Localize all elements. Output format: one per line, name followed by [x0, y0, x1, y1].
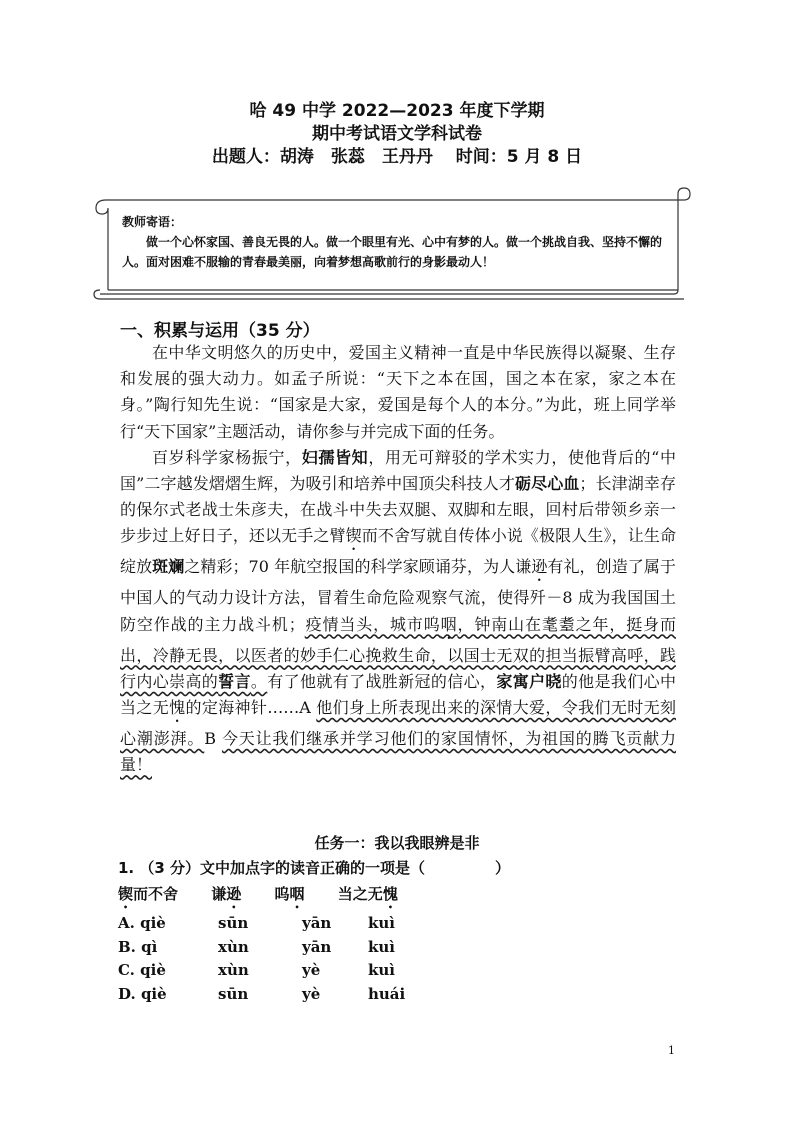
word-part: 而不舍 [133, 885, 179, 903]
dotted-char: 愧 [169, 698, 186, 718]
page-number: 1 [668, 1044, 675, 1057]
option-a[interactable] [118, 912, 428, 936]
passage-text: 有礼，创造了属于中国人的气动力设计方法，冒着生命危险观察气流，使得歼－8 成为我国国土防空作战的主力战斗机； [120, 557, 676, 634]
option-letter: D. [118, 984, 136, 1003]
option-b[interactable] [118, 936, 428, 960]
question-text: 1. （3 分）文中加点字的读音正确的一项是（ [118, 859, 426, 877]
option-letter: A. [118, 914, 135, 932]
teacher-note-text: 做一个心怀家国、善良无畏的人。做一个眼里有光、心中有梦的人。做一个挑战自我、坚持不懈的人。面对困难不服输的青春最美丽，向着梦想高歌前行的身影最动人！ [122, 235, 663, 269]
question-1-words [118, 883, 426, 912]
option-c[interactable] [118, 959, 428, 983]
answer-options [118, 912, 428, 1006]
pinyin: qì [141, 937, 158, 956]
pinyin: yān [302, 914, 332, 932]
dotted-char: 锲 [345, 526, 362, 546]
exam-school-title: 哈 49 中学 2022—2023 年度下学期 [249, 101, 545, 121]
option-letter: B. [118, 937, 136, 956]
pinyin: qiè [140, 914, 166, 932]
wavy-underlined-text: 。 [250, 671, 268, 691]
question-text: ） [495, 859, 511, 877]
pinyin: yè [302, 961, 321, 979]
passage-text: 而不舍写就自传体小说《极限人生》，让生命绽放 [120, 526, 676, 577]
exam-subject-title: 期中考试语文学科试卷 [312, 124, 482, 144]
teacher-note-scroll [92, 186, 692, 300]
option-letter: C. [118, 961, 135, 979]
passage-text: 的定海神针……A [185, 698, 317, 718]
exam-authors-time: 出题人：胡涛 张蕊 王丹丹 时间：5 月 8 日 [211, 147, 583, 167]
wavy-underlined-sentence-a: 他们身上所表现出来的深情大爱，令我们无时无刻心潮澎湃。 [120, 698, 676, 749]
exam-header [0, 100, 794, 169]
passage-paragraph-2 [120, 445, 676, 779]
passage-text: B [204, 729, 222, 749]
bold-phrase: 砺尽心血 [514, 474, 580, 494]
pinyin: kuì [368, 937, 395, 956]
passage-text: ；长津湖幸存的保尔式老战士朱彦夫，在战斗中失去双腿、双脚和左眼，回村后带领乡亲一步步过上好日子，还以无手之臂 [120, 474, 676, 546]
word-part: 呜 [274, 885, 290, 903]
passage-text: 的他是我们心中当之无 [120, 671, 676, 718]
pinyin: yān [302, 937, 332, 956]
pinyin: kuì [368, 961, 395, 979]
bold-phrase: 家寓户晓 [496, 671, 562, 691]
pinyin: qiè [140, 984, 167, 1003]
teacher-note-label: 教师寄语： [122, 215, 183, 229]
pinyin: yè [302, 984, 321, 1003]
wavy-underlined-sentence-b: 今天让我们继承并学习他们的家国情怀，为祖国的腾飞贡献力量！ [120, 729, 676, 775]
reading-passage [120, 340, 676, 778]
passage-text: ，用无可辩驳的学术实力，使他背后的“中国”二字越发熠熠生辉，为吸引和培养中国顶尖科技人才 [120, 447, 676, 494]
word-part: 谦 [211, 885, 227, 903]
passage-text: 百岁科学家杨振宁， [152, 447, 302, 467]
dotted-char: 愧 [382, 885, 398, 903]
word-item [118, 883, 178, 912]
pinyin: sūn [218, 914, 249, 932]
bold-phrase: 妇孺皆知 [301, 447, 369, 467]
passage-text: 有了他就有了战胜新冠的信心， [267, 671, 497, 691]
passage-text: 之精彩；70 年航空报国的科学家顾诵芬，为人谦 [184, 557, 532, 577]
pinyin: qiè [140, 961, 166, 979]
bold-phrase: 誓言 [218, 671, 251, 691]
wavy-underlined-text: ，钟南山在耄耋之年，挺身而出，冷静无畏，以医者的妙手仁心挽救生命，以国士无双的担当振臂高呼，践行内心崇高的 [120, 614, 676, 691]
option-d[interactable] [118, 983, 428, 1007]
word-item [211, 883, 241, 912]
task-one-title: 任务一：我以我眼辨是非 [314, 834, 480, 852]
question-1 [118, 857, 510, 878]
pinyin: xùn [218, 937, 249, 956]
section-heading: 一、积累与运用（35 分） [120, 321, 320, 341]
wavy-underlined-text: 疫情当头，城市呜 [304, 614, 441, 634]
word-part: 当之无 [337, 885, 383, 903]
pinyin: sūn [218, 984, 249, 1003]
dotted-char: 逊 [226, 885, 242, 903]
dotted-char: 锲 [118, 885, 134, 903]
dotted-char: 逊 [531, 557, 548, 577]
pinyin: huái [368, 984, 406, 1003]
word-item [338, 883, 398, 912]
word-item [275, 883, 305, 912]
bold-phrase: 斑斓 [152, 557, 185, 577]
pinyin: kuì [368, 914, 395, 932]
dotted-char: 咽 [289, 885, 305, 903]
pinyin: xùn [218, 961, 249, 979]
dotted-char: 咽 [440, 614, 458, 634]
passage-paragraph-1: 在中华文明悠久的历史中，爱国主义精神一直是中华民族得以凝聚、生存和发展的强大动力。如孟子所说：“天下之本在国，国之本在家，家之本在身。”陶行知先生说：“国家是大家，爱国是每个人的本分。”为此，班上同学举行“天下国家”主题活动，请你参与并完成下面的任务。 [120, 343, 676, 441]
